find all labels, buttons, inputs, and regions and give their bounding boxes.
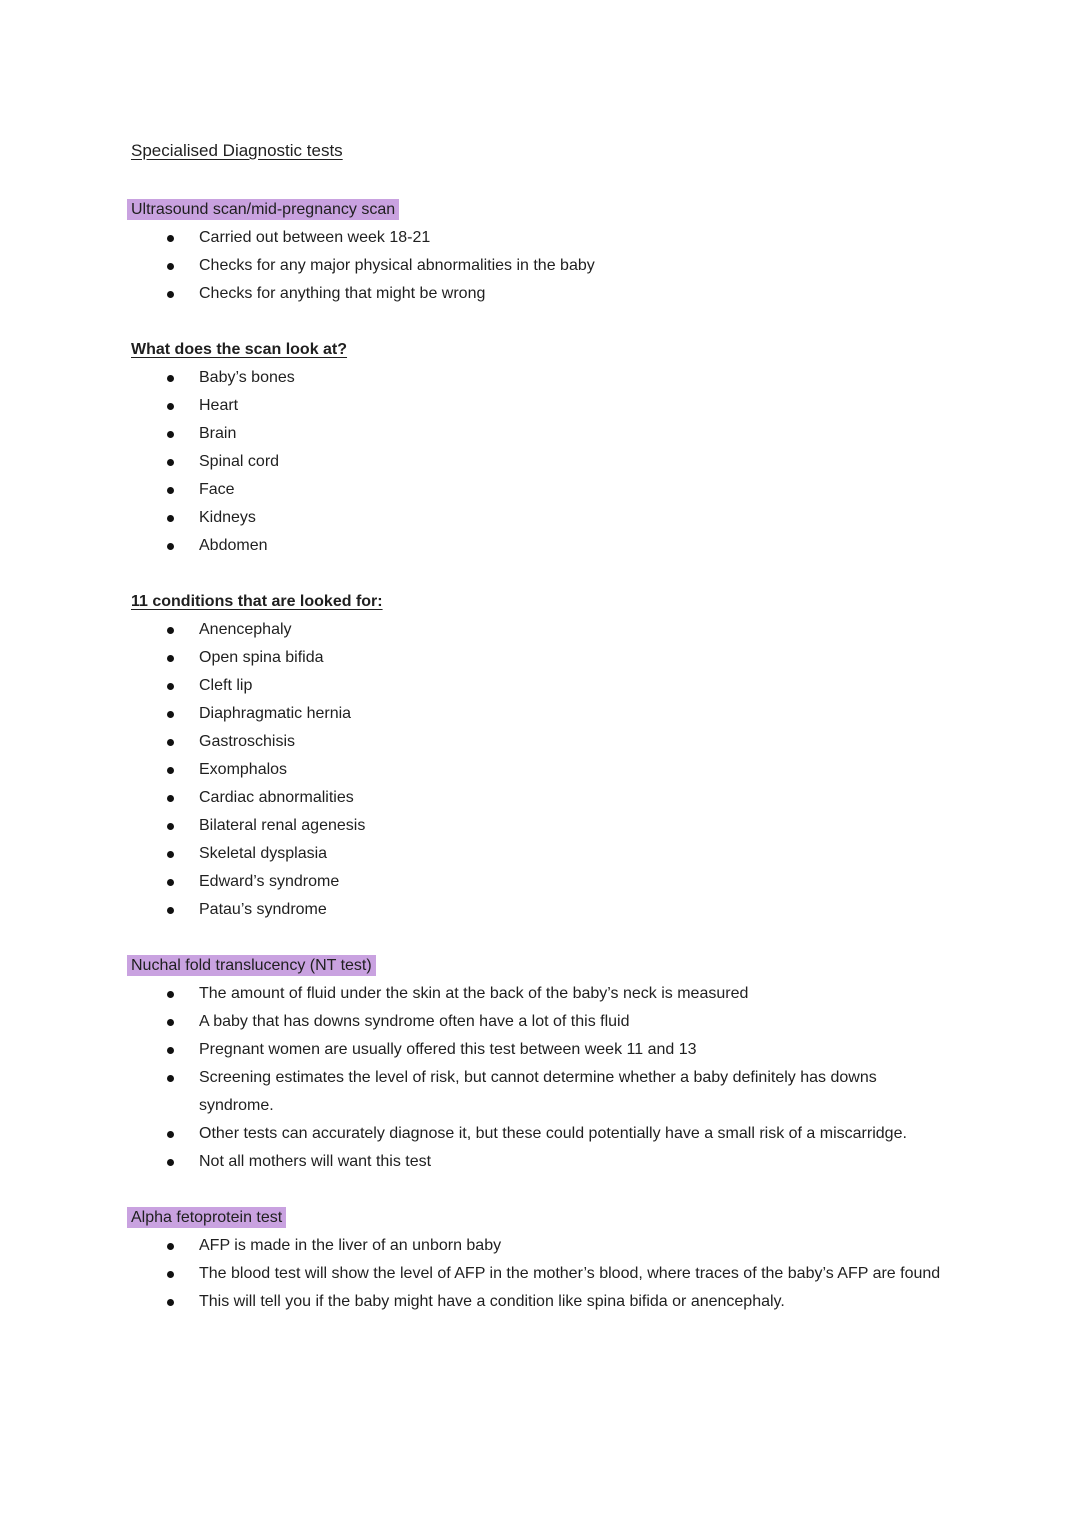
list-item (131, 1232, 949, 1260)
list-item (131, 1148, 949, 1176)
list-item (131, 840, 949, 868)
list-item-text: Brain (199, 425, 237, 442)
section-heading (131, 336, 949, 364)
bullet-list (131, 364, 949, 560)
list-item-text: Kidneys (199, 509, 256, 526)
list-item-text: Carried out between week 18-21 (199, 229, 431, 246)
highlighted-heading-text: Ultrasound scan/mid-pregnancy scan (127, 199, 399, 220)
list-item-text: Cleft lip (199, 677, 253, 694)
bullet-icon (167, 459, 174, 466)
list-item-text: Edward’s syndrome (199, 873, 340, 890)
bullet-icon (167, 879, 174, 886)
list-item-text: This will tell you if the baby might have a condition like spina bifida or anencephaly. (199, 1293, 785, 1310)
bullet-icon (167, 739, 174, 746)
list-item-text: Checks for any major physical abnormalities in the baby (199, 257, 595, 274)
bullet-icon (167, 1047, 174, 1054)
list-item-text: Face (199, 481, 235, 498)
list-item (131, 672, 949, 700)
list-item (131, 896, 949, 924)
bullet-list (131, 224, 949, 308)
bullet-icon (167, 655, 174, 662)
list-item (131, 224, 949, 252)
list-item-text: Screening estimates the level of risk, but cannot determine whether a baby definitely has downs syndrome. (199, 1069, 877, 1114)
bold-underlined-heading-text: What does the scan look at? (131, 341, 348, 358)
bullet-icon (167, 431, 174, 438)
bullet-icon (167, 711, 174, 718)
bullet-icon (167, 1075, 174, 1082)
list-item-text: Bilateral renal agenesis (199, 817, 366, 834)
bullet-icon (167, 627, 174, 634)
list-item (131, 644, 949, 672)
list-item (131, 700, 949, 728)
list-item-text: Pregnant women are usually offered this test between week 11 and 13 (199, 1041, 697, 1058)
list-item (131, 1036, 949, 1064)
section-heading (131, 196, 949, 224)
bullet-icon (167, 263, 174, 270)
list-item-text: Spinal cord (199, 453, 280, 470)
list-item-text: Not all mothers will want this test (199, 1153, 432, 1170)
bullet-icon (167, 543, 174, 550)
section-4 (131, 952, 949, 1176)
list-item (131, 420, 949, 448)
bullet-icon (167, 1019, 174, 1026)
bullet-icon (167, 823, 174, 830)
list-item (131, 252, 949, 280)
list-item (131, 392, 949, 420)
list-item (131, 1008, 949, 1036)
highlighted-heading-text: Alpha fetoprotein test (127, 1207, 286, 1228)
list-item-text: Skeletal dysplasia (199, 845, 328, 862)
document-sections (131, 196, 949, 1316)
list-item-text: Other tests can accurately diagnose it, but these could potentially have a small risk of a miscarridge. (199, 1125, 907, 1142)
list-item (131, 532, 949, 560)
list-item-text: The amount of fluid under the skin at the back of the baby’s neck is measured (199, 985, 749, 1002)
list-item (131, 784, 949, 812)
bullet-icon (167, 795, 174, 802)
section-1 (131, 196, 949, 308)
list-item (131, 280, 949, 308)
list-item-text: Exomphalos (199, 761, 288, 778)
bullet-icon (167, 767, 174, 774)
bullet-icon (167, 1271, 174, 1278)
section-2 (131, 336, 949, 560)
bold-underlined-heading-text: 11 conditions that are looked for: (131, 593, 383, 610)
section-heading (131, 1204, 949, 1232)
list-item (131, 980, 949, 1008)
section-heading (131, 588, 949, 616)
list-item (131, 364, 949, 392)
list-item (131, 868, 949, 896)
list-item-text: Baby’s bones (199, 369, 295, 386)
list-item-text: Open spina bifida (199, 649, 324, 666)
bullet-list (131, 1232, 949, 1316)
list-item (131, 1064, 949, 1120)
bullet-icon (167, 487, 174, 494)
bullet-list (131, 616, 949, 924)
list-item-text: Heart (199, 397, 239, 414)
section-5 (131, 1204, 949, 1316)
bullet-icon (167, 1131, 174, 1138)
list-item (131, 1260, 949, 1288)
list-item-text: Abdomen (199, 537, 268, 554)
list-item-text: Diaphragmatic hernia (199, 705, 352, 722)
list-item (131, 812, 949, 840)
list-item-text: Cardiac abnormalities (199, 789, 354, 806)
bullet-icon (167, 235, 174, 242)
list-item (131, 476, 949, 504)
bullet-icon (167, 851, 174, 858)
bullet-icon (167, 375, 174, 382)
list-item-text: The blood test will show the level of AFP in the mother’s blood, where traces of the baby’s AFP are found (199, 1265, 941, 1282)
section-heading (131, 952, 949, 980)
list-item (131, 1288, 949, 1316)
list-item-text: Checks for anything that might be wrong (199, 285, 486, 302)
bullet-icon (167, 403, 174, 410)
list-item (131, 448, 949, 476)
bullet-icon (167, 1299, 174, 1306)
list-item (131, 756, 949, 784)
bullet-icon (167, 291, 174, 298)
bullet-icon (167, 515, 174, 522)
bullet-icon (167, 991, 174, 998)
bullet-icon (167, 1243, 174, 1250)
bullet-icon (167, 907, 174, 914)
list-item-text: Anencephaly (199, 621, 292, 638)
highlighted-heading-text: Nuchal fold translucency (NT test) (127, 955, 376, 976)
list-item-text: AFP is made in the liver of an unborn baby (199, 1237, 502, 1254)
list-item-text: A baby that has downs syndrome often have a lot of this fluid (199, 1013, 630, 1030)
document-title: Specialised Diagnostic tests (131, 141, 343, 160)
bullet-icon (167, 1159, 174, 1166)
list-item-text: Gastroschisis (199, 733, 296, 750)
list-item (131, 504, 949, 532)
list-item (131, 728, 949, 756)
list-item (131, 616, 949, 644)
bullet-icon (167, 683, 174, 690)
list-item-text: Patau’s syndrome (199, 901, 327, 918)
section-3 (131, 588, 949, 924)
bullet-list (131, 980, 949, 1176)
list-item (131, 1120, 949, 1148)
